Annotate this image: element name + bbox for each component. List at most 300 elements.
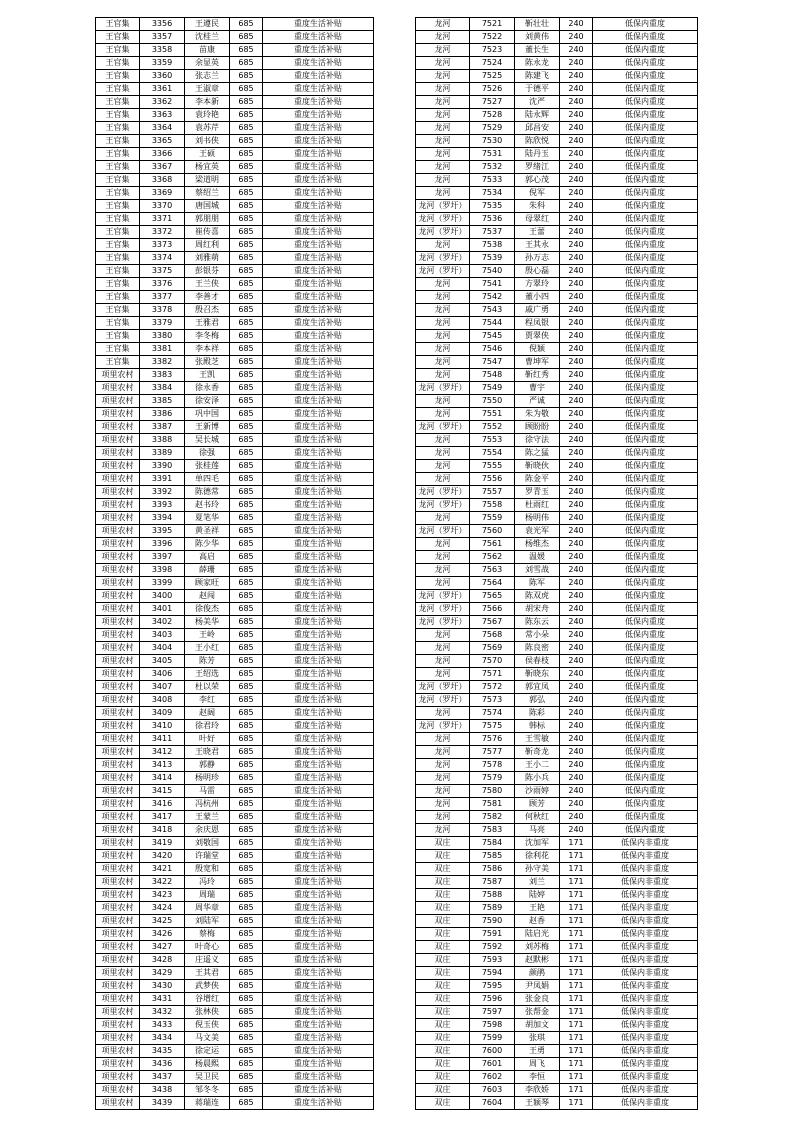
amount-cell: 240 <box>560 538 593 551</box>
category-cell: 低保内重度 <box>593 590 698 603</box>
amount-cell: 685 <box>230 629 263 642</box>
region-cell: 项里农村 <box>96 655 140 668</box>
table-row <box>416 1058 698 1071</box>
category-cell: 低保内重度 <box>593 538 698 551</box>
category-cell: 重度生活补贴 <box>263 44 374 57</box>
region-cell: 龙河 <box>416 122 470 135</box>
table-row <box>96 96 374 109</box>
table-row <box>96 603 374 616</box>
category-cell: 重度生活补贴 <box>263 551 374 564</box>
category-cell: 重度生活补贴 <box>263 1084 374 1097</box>
name-cell: 王颖琴 <box>515 1097 560 1110</box>
region-cell: 龙河 <box>416 759 470 772</box>
category-cell: 重度生活补贴 <box>263 265 374 278</box>
category-cell: 低保内重度 <box>593 200 698 213</box>
amount-cell: 240 <box>560 330 593 343</box>
amount-cell: 171 <box>560 954 593 967</box>
name-cell: 张志兰 <box>185 70 230 83</box>
name-cell: 靳晓东 <box>515 668 560 681</box>
id-cell: 7587 <box>470 876 515 889</box>
name-cell: 孙万志 <box>515 252 560 265</box>
amount-cell: 685 <box>230 356 263 369</box>
name-cell: 邱昌安 <box>515 122 560 135</box>
name-cell: 罗青玉 <box>515 486 560 499</box>
table-row <box>416 174 698 187</box>
region-cell: 王官集 <box>96 148 140 161</box>
table-row <box>96 174 374 187</box>
region-cell: 王官集 <box>96 304 140 317</box>
amount-cell: 171 <box>560 1019 593 1032</box>
name-cell: 王其永 <box>515 239 560 252</box>
id-cell: 3389 <box>140 447 185 460</box>
name-cell: 高启 <box>185 551 230 564</box>
amount-cell: 685 <box>230 681 263 694</box>
region-cell: 项里农村 <box>96 512 140 525</box>
id-cell: 7564 <box>470 577 515 590</box>
table-row <box>96 278 374 291</box>
name-cell: 徐安泽 <box>185 395 230 408</box>
amount-cell: 685 <box>230 811 263 824</box>
id-cell: 3382 <box>140 356 185 369</box>
amount-cell: 240 <box>560 720 593 733</box>
table-row <box>96 668 374 681</box>
table-row <box>416 304 698 317</box>
amount-cell: 240 <box>560 57 593 70</box>
table-row <box>96 161 374 174</box>
region-cell: 双庄 <box>416 1084 470 1097</box>
category-cell: 低保内重度 <box>593 798 698 811</box>
region-cell: 双庄 <box>416 902 470 915</box>
table-row <box>96 1058 374 1071</box>
region-cell: 王官集 <box>96 96 140 109</box>
category-cell: 低保内非重度 <box>593 1006 698 1019</box>
id-cell: 3420 <box>140 850 185 863</box>
id-cell: 3415 <box>140 785 185 798</box>
amount-cell: 685 <box>230 70 263 83</box>
amount-cell: 685 <box>230 434 263 447</box>
id-cell: 7523 <box>470 44 515 57</box>
name-cell: 陈少华 <box>185 538 230 551</box>
category-cell: 低保内重度 <box>593 304 698 317</box>
category-cell: 重度生活补贴 <box>263 512 374 525</box>
region-cell: 项里农村 <box>96 369 140 382</box>
category-cell: 重度生活补贴 <box>263 863 374 876</box>
id-cell: 7529 <box>470 122 515 135</box>
id-cell: 7528 <box>470 109 515 122</box>
amount-cell: 240 <box>560 473 593 486</box>
category-cell: 低保内重度 <box>593 122 698 135</box>
category-cell: 重度生活补贴 <box>263 538 374 551</box>
category-cell: 重度生活补贴 <box>263 187 374 200</box>
region-cell: 龙河 <box>416 304 470 317</box>
region-cell: 龙河（罗圩） <box>416 252 470 265</box>
amount-cell: 240 <box>560 616 593 629</box>
category-cell: 重度生活补贴 <box>263 1071 374 1084</box>
region-cell: 龙河 <box>416 434 470 447</box>
table-row <box>416 694 698 707</box>
id-cell: 3364 <box>140 122 185 135</box>
table-row <box>96 499 374 512</box>
region-cell: 王官集 <box>96 278 140 291</box>
region-cell: 龙河 <box>416 642 470 655</box>
id-cell: 7572 <box>470 681 515 694</box>
amount-cell: 685 <box>230 824 263 837</box>
table-row <box>416 434 698 447</box>
id-cell: 3403 <box>140 629 185 642</box>
category-cell: 重度生活补贴 <box>263 96 374 109</box>
name-cell: 李本祥 <box>185 343 230 356</box>
id-cell: 7595 <box>470 980 515 993</box>
name-cell: 蔡梅 <box>185 928 230 941</box>
name-cell: 梁道明 <box>185 174 230 187</box>
name-cell: 陈双虎 <box>515 590 560 603</box>
region-cell: 龙河（罗圩） <box>416 681 470 694</box>
region-cell: 王官集 <box>96 70 140 83</box>
id-cell: 3400 <box>140 590 185 603</box>
name-cell: 陈德常 <box>185 486 230 499</box>
region-cell: 龙河 <box>416 330 470 343</box>
table-row <box>416 18 698 31</box>
table-row <box>96 954 374 967</box>
id-cell: 7565 <box>470 590 515 603</box>
region-cell: 龙河 <box>416 148 470 161</box>
table-row <box>416 200 698 213</box>
amount-cell: 685 <box>230 447 263 460</box>
table-row <box>96 187 374 200</box>
amount-cell: 240 <box>560 343 593 356</box>
table-row <box>96 57 374 70</box>
category-cell: 低保内重度 <box>593 317 698 330</box>
table-row <box>416 395 698 408</box>
id-cell: 3385 <box>140 395 185 408</box>
id-cell: 3391 <box>140 473 185 486</box>
id-cell: 3373 <box>140 239 185 252</box>
name-cell: 陈金平 <box>515 473 560 486</box>
category-cell: 重度生活补贴 <box>263 421 374 434</box>
region-cell: 王官集 <box>96 330 140 343</box>
region-cell: 项里农村 <box>96 707 140 720</box>
id-cell: 7542 <box>470 291 515 304</box>
category-cell: 重度生活补贴 <box>263 889 374 902</box>
amount-cell: 240 <box>560 382 593 395</box>
category-cell: 低保内重度 <box>593 616 698 629</box>
amount-cell: 685 <box>230 330 263 343</box>
id-cell: 3396 <box>140 538 185 551</box>
region-cell: 龙河 <box>416 564 470 577</box>
id-cell: 3410 <box>140 720 185 733</box>
id-cell: 3372 <box>140 226 185 239</box>
table-row <box>416 1006 698 1019</box>
id-cell: 3370 <box>140 200 185 213</box>
region-cell: 项里农村 <box>96 733 140 746</box>
name-cell: 程凤银 <box>515 317 560 330</box>
id-cell: 7594 <box>470 967 515 980</box>
name-cell: 于德平 <box>515 83 560 96</box>
category-cell: 重度生活补贴 <box>263 616 374 629</box>
region-cell: 项里农村 <box>96 577 140 590</box>
category-cell: 重度生活补贴 <box>263 1045 374 1058</box>
name-cell: 单四毛 <box>185 473 230 486</box>
table-row <box>96 83 374 96</box>
id-cell: 7533 <box>470 174 515 187</box>
id-cell: 3417 <box>140 811 185 824</box>
region-cell: 双庄 <box>416 954 470 967</box>
name-cell: 方翠玲 <box>515 278 560 291</box>
category-cell: 低保内重度 <box>593 473 698 486</box>
id-cell: 7603 <box>470 1084 515 1097</box>
category-cell: 低保内重度 <box>593 824 698 837</box>
region-cell: 龙河（罗圩） <box>416 616 470 629</box>
region-cell: 项里农村 <box>96 590 140 603</box>
amount-cell: 685 <box>230 1097 263 1110</box>
table-row <box>416 265 698 278</box>
name-cell: 王兰侠 <box>185 278 230 291</box>
category-cell: 低保内非重度 <box>593 1071 698 1084</box>
table-row <box>96 902 374 915</box>
amount-cell: 685 <box>230 525 263 538</box>
table-row <box>96 863 374 876</box>
table-row <box>416 681 698 694</box>
table-row <box>96 1084 374 1097</box>
category-cell: 低保内重度 <box>593 447 698 460</box>
table-row <box>416 1019 698 1032</box>
table-row <box>416 811 698 824</box>
amount-cell: 240 <box>560 226 593 239</box>
table-row <box>416 785 698 798</box>
id-cell: 3356 <box>140 18 185 31</box>
table-row <box>416 720 698 733</box>
table-row <box>416 460 698 473</box>
category-cell: 低保内重度 <box>593 642 698 655</box>
table-row <box>416 486 698 499</box>
name-cell: 陆启光 <box>515 928 560 941</box>
amount-cell: 240 <box>560 811 593 824</box>
amount-cell: 685 <box>230 720 263 733</box>
amount-cell: 171 <box>560 993 593 1006</box>
region-cell: 项里农村 <box>96 603 140 616</box>
name-cell: 严诚 <box>515 395 560 408</box>
category-cell: 低保内重度 <box>593 174 698 187</box>
id-cell: 7552 <box>470 421 515 434</box>
region-cell: 项里农村 <box>96 759 140 772</box>
table-row <box>416 343 698 356</box>
name-cell: 叶好 <box>185 733 230 746</box>
category-cell: 低保内重度 <box>593 668 698 681</box>
id-cell: 7601 <box>470 1058 515 1071</box>
table-row <box>96 590 374 603</box>
id-cell: 3359 <box>140 57 185 70</box>
region-cell: 龙河 <box>416 733 470 746</box>
category-cell: 低保内非重度 <box>593 837 698 850</box>
amount-cell: 685 <box>230 759 263 772</box>
category-cell: 重度生活补贴 <box>263 304 374 317</box>
region-cell: 王官集 <box>96 57 140 70</box>
amount-cell: 685 <box>230 265 263 278</box>
table-row <box>416 239 698 252</box>
name-cell: 邹冬冬 <box>185 1084 230 1097</box>
category-cell: 重度生活补贴 <box>263 941 374 954</box>
region-cell: 项里农村 <box>96 720 140 733</box>
amount-cell: 240 <box>560 44 593 57</box>
name-cell: 陈军 <box>515 577 560 590</box>
id-cell: 7557 <box>470 486 515 499</box>
region-cell: 项里农村 <box>96 1019 140 1032</box>
region-cell: 双庄 <box>416 967 470 980</box>
region-cell: 项里农村 <box>96 629 140 642</box>
region-cell: 项里农村 <box>96 551 140 564</box>
table-row <box>96 538 374 551</box>
region-cell: 项里农村 <box>96 1071 140 1084</box>
category-cell: 重度生活补贴 <box>263 577 374 590</box>
region-cell: 龙河（罗圩） <box>416 200 470 213</box>
region-cell: 王官集 <box>96 200 140 213</box>
name-cell: 夏笔华 <box>185 512 230 525</box>
name-cell: 蔡绍兰 <box>185 187 230 200</box>
table-row <box>96 980 374 993</box>
table-row <box>416 473 698 486</box>
name-cell: 刘黄伟 <box>515 31 560 44</box>
region-cell: 龙河（罗圩） <box>416 499 470 512</box>
table-row <box>416 642 698 655</box>
amount-cell: 240 <box>560 798 593 811</box>
id-cell: 7540 <box>470 265 515 278</box>
region-cell: 龙河 <box>416 96 470 109</box>
category-cell: 重度生活补贴 <box>263 876 374 889</box>
category-cell: 低保内重度 <box>593 213 698 226</box>
id-cell: 3405 <box>140 655 185 668</box>
id-cell: 7522 <box>470 31 515 44</box>
category-cell: 低保内非重度 <box>593 889 698 902</box>
region-cell: 龙河 <box>416 772 470 785</box>
region-cell: 龙河 <box>416 174 470 187</box>
id-cell: 7547 <box>470 356 515 369</box>
id-cell: 3381 <box>140 343 185 356</box>
id-cell: 3384 <box>140 382 185 395</box>
amount-cell: 240 <box>560 83 593 96</box>
table-row <box>416 252 698 265</box>
table-row <box>96 330 374 343</box>
amount-cell: 685 <box>230 83 263 96</box>
name-cell: 顾家旺 <box>185 577 230 590</box>
amount-cell: 240 <box>560 499 593 512</box>
region-cell: 龙河（罗圩） <box>416 213 470 226</box>
id-cell: 7569 <box>470 642 515 655</box>
category-cell: 重度生活补贴 <box>263 720 374 733</box>
table-row <box>96 226 374 239</box>
region-cell: 项里农村 <box>96 811 140 824</box>
id-cell: 3407 <box>140 681 185 694</box>
id-cell: 7546 <box>470 343 515 356</box>
category-cell: 重度生活补贴 <box>263 317 374 330</box>
id-cell: 7559 <box>470 512 515 525</box>
category-cell: 重度生活补贴 <box>263 291 374 304</box>
category-cell: 低保内重度 <box>593 564 698 577</box>
region-cell: 双庄 <box>416 1032 470 1045</box>
id-cell: 3392 <box>140 486 185 499</box>
category-cell: 低保内非重度 <box>593 980 698 993</box>
id-cell: 3374 <box>140 252 185 265</box>
region-cell: 龙河 <box>416 824 470 837</box>
name-cell: 王遵民 <box>185 18 230 31</box>
table-row <box>416 96 698 109</box>
id-cell: 3375 <box>140 265 185 278</box>
id-cell: 3357 <box>140 31 185 44</box>
category-cell: 低保内重度 <box>593 434 698 447</box>
name-cell: 陈彩 <box>515 707 560 720</box>
category-cell: 重度生活补贴 <box>263 915 374 928</box>
name-cell: 郭心茂 <box>515 174 560 187</box>
amount-cell: 171 <box>560 941 593 954</box>
name-cell: 庄遥义 <box>185 954 230 967</box>
table-row <box>416 512 698 525</box>
amount-cell: 171 <box>560 980 593 993</box>
table-row <box>96 421 374 434</box>
amount-cell: 685 <box>230 44 263 57</box>
amount-cell: 685 <box>230 343 263 356</box>
region-cell: 龙河 <box>416 187 470 200</box>
amount-cell: 240 <box>560 694 593 707</box>
table-row <box>96 382 374 395</box>
table-row <box>416 421 698 434</box>
category-cell: 低保内重度 <box>593 148 698 161</box>
table-row <box>416 629 698 642</box>
category-cell: 低保内重度 <box>593 44 698 57</box>
amount-cell: 685 <box>230 798 263 811</box>
region-cell: 龙河 <box>416 31 470 44</box>
region-cell: 王官集 <box>96 31 140 44</box>
region-cell: 龙河 <box>416 369 470 382</box>
table-row <box>96 720 374 733</box>
id-cell: 3428 <box>140 954 185 967</box>
id-cell: 3401 <box>140 603 185 616</box>
table-row <box>96 200 374 213</box>
name-cell: 韩标 <box>515 720 560 733</box>
amount-cell: 685 <box>230 707 263 720</box>
category-cell: 重度生活补贴 <box>263 525 374 538</box>
region-cell: 龙河 <box>416 109 470 122</box>
amount-cell: 240 <box>560 525 593 538</box>
category-cell: 低保内非重度 <box>593 1097 698 1110</box>
amount-cell: 171 <box>560 1084 593 1097</box>
category-cell: 重度生活补贴 <box>263 31 374 44</box>
name-cell: 袁光军 <box>515 525 560 538</box>
category-cell: 低保内重度 <box>593 421 698 434</box>
region-cell: 双庄 <box>416 1058 470 1071</box>
name-cell: 靳奇龙 <box>515 746 560 759</box>
id-cell: 3358 <box>140 44 185 57</box>
name-cell: 曹坤军 <box>515 356 560 369</box>
id-cell: 7550 <box>470 395 515 408</box>
category-cell: 低保内重度 <box>593 135 698 148</box>
table-row <box>416 577 698 590</box>
region-cell: 项里农村 <box>96 850 140 863</box>
region-cell: 项里农村 <box>96 954 140 967</box>
table-row <box>416 382 698 395</box>
amount-cell: 685 <box>230 1058 263 1071</box>
id-cell: 3404 <box>140 642 185 655</box>
region-cell: 王官集 <box>96 187 140 200</box>
category-cell: 低保内重度 <box>593 109 698 122</box>
id-cell: 7532 <box>470 161 515 174</box>
amount-cell: 240 <box>560 252 593 265</box>
name-cell: 王雅君 <box>185 317 230 330</box>
amount-cell: 240 <box>560 460 593 473</box>
table-row <box>96 746 374 759</box>
category-cell: 重度生活补贴 <box>263 252 374 265</box>
amount-cell: 685 <box>230 122 263 135</box>
table-row <box>96 759 374 772</box>
table-row <box>96 434 374 447</box>
